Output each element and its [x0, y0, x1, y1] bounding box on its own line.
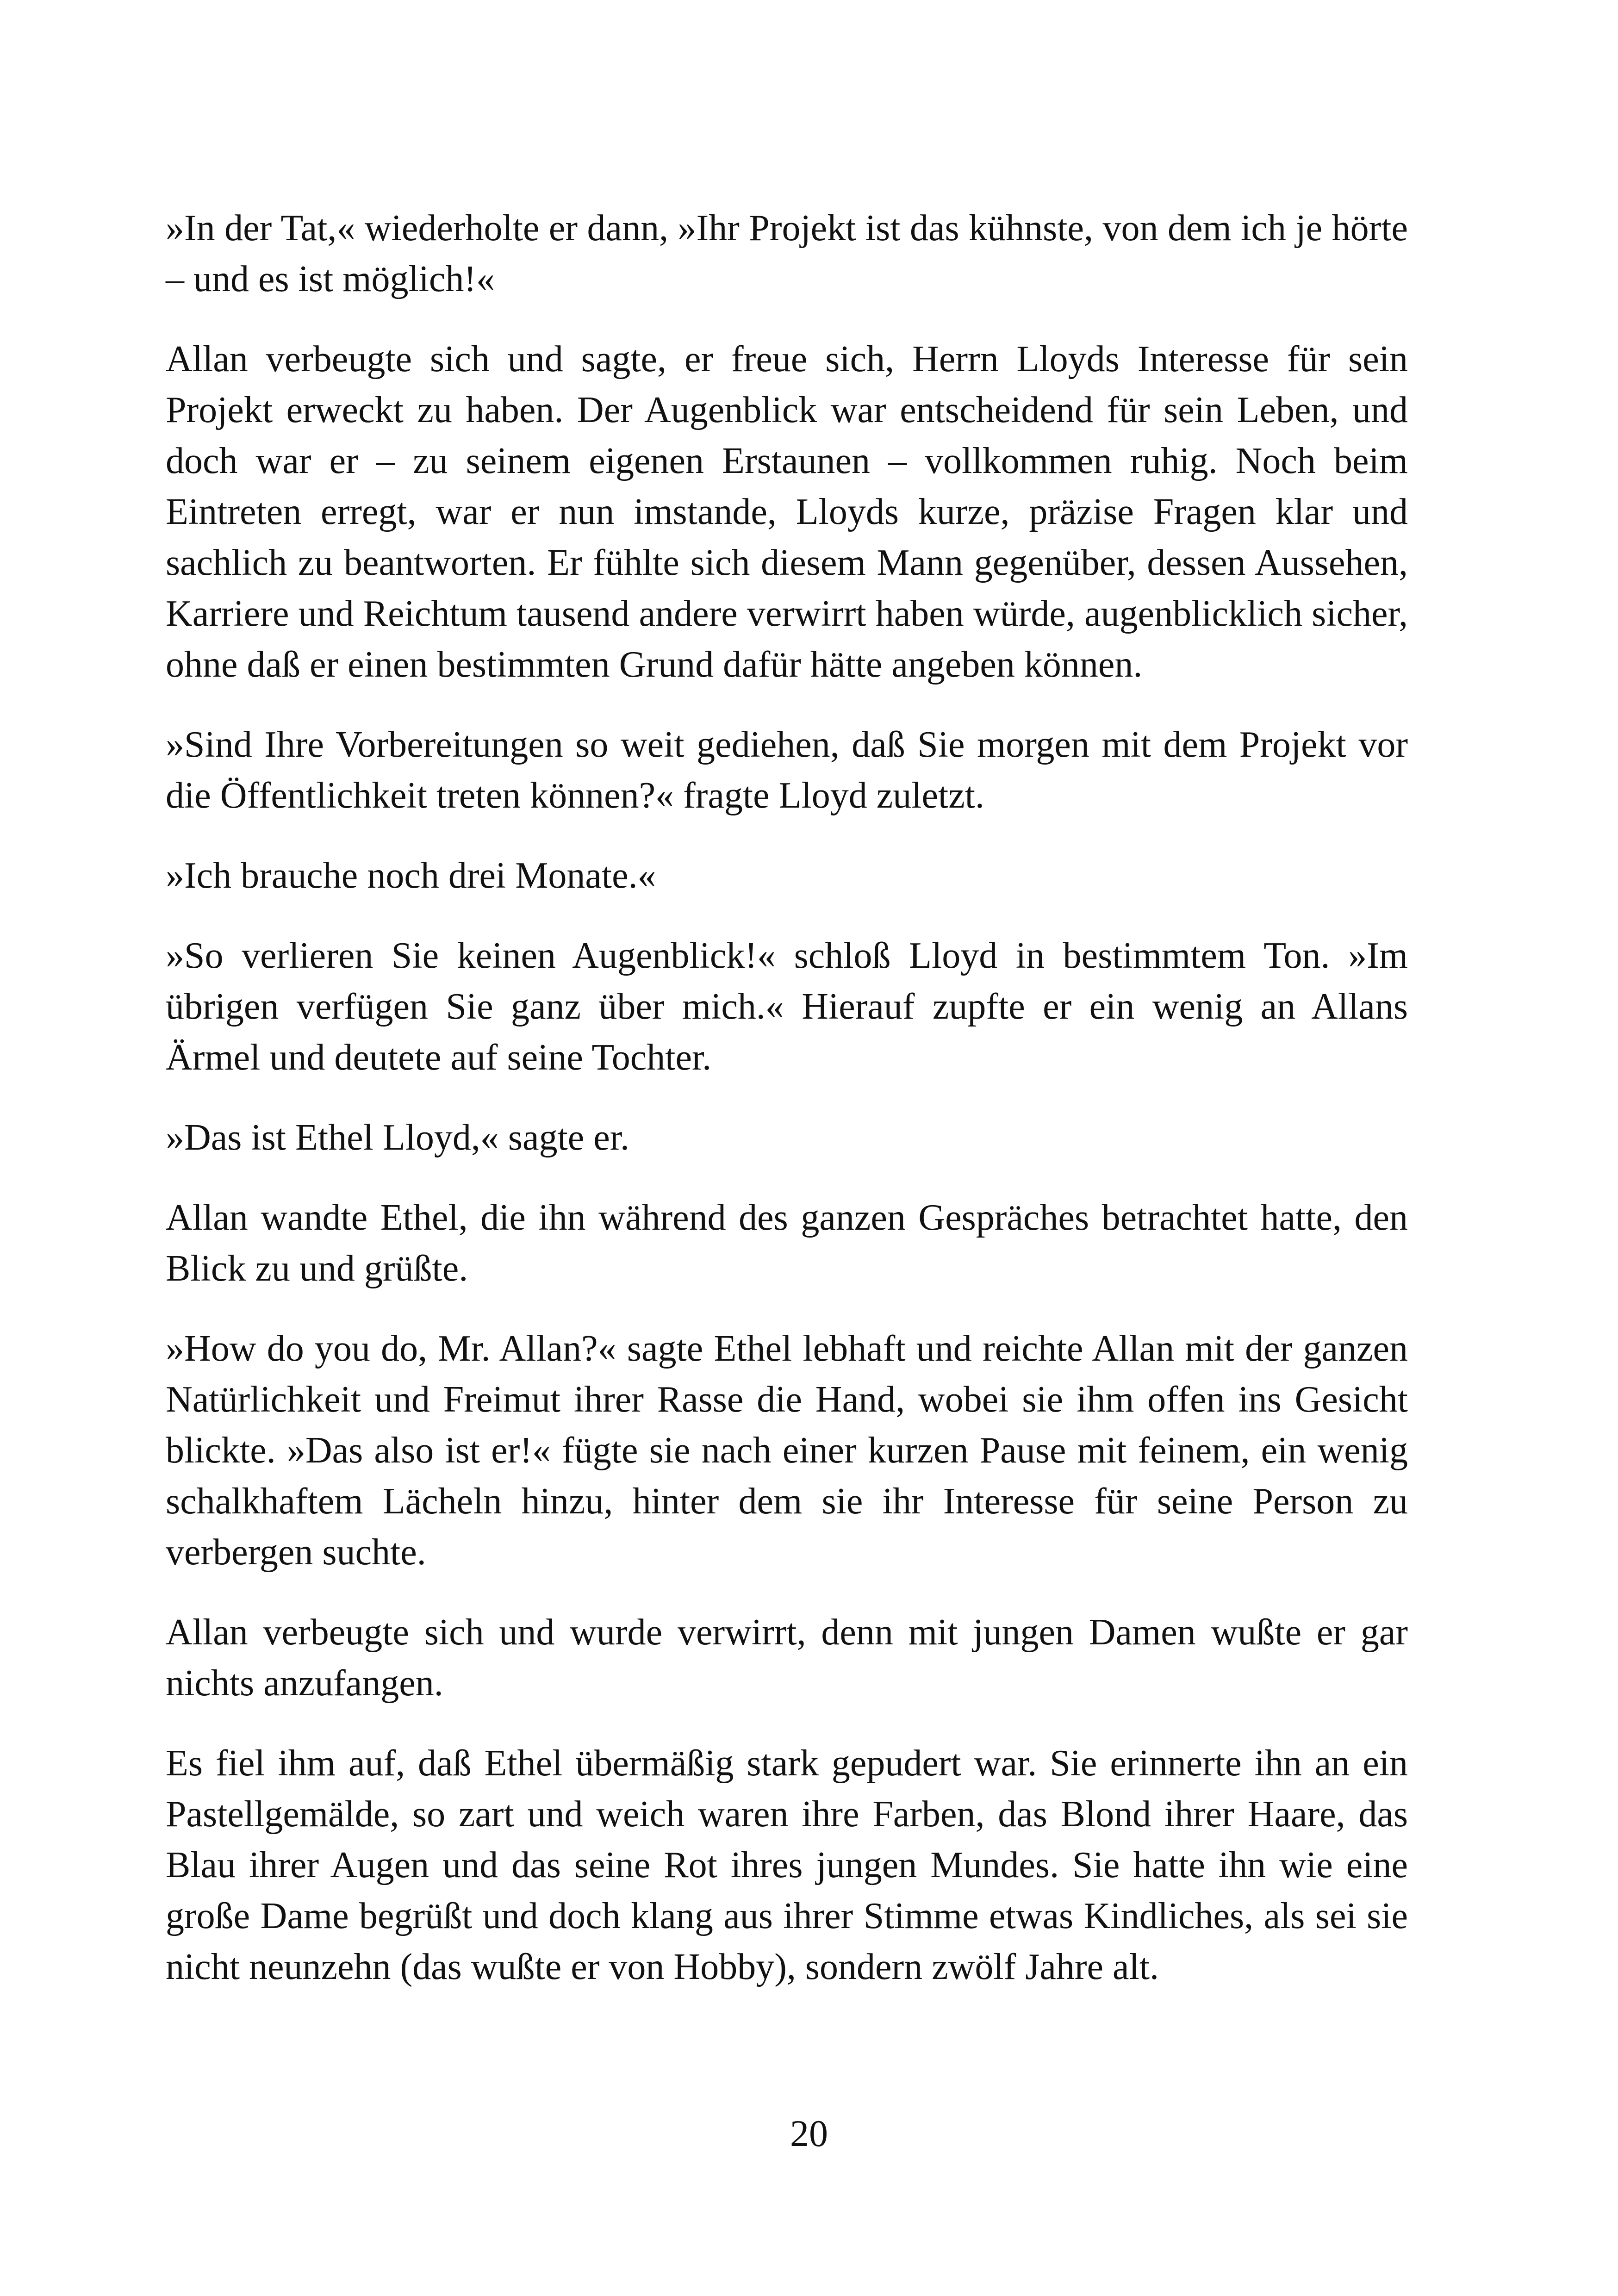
paragraph-2: Allan verbeugte sich und sagte, er freue sich, Herrn Lloyds Interesse für sein Projekt erweckt zu haben. Der Augenblick war entscheidend für sein Leben, und doch war er – zu seinem eigenen Erstaunen – vollkommen ruhig. Noch beim Eintreten erregt, war er nun imstande, Lloyds kurze, präzise Fragen klar und sachlich zu beantworten. Er fühlte sich diesem Mann gegenüber, dessen Aussehen, Karriere und Reichtum tausend andere verwirrt haben würde, augenblicklich sicher, ohne daß er einen bestimmten Grund dafür hätte angeben können. [166, 339, 1408, 685]
body-text [166, 203, 1408, 2022]
paragraph-9: Allan verbeugte sich und wurde verwirrt, denn mit jungen Damen wußte er gar nichts anzufangen. [166, 1612, 1408, 1704]
paragraph-3: »Sind Ihre Vorbereitungen so weit gediehen, daß Sie morgen mit dem Projekt vor die Öffentlichkeit treten können?« fragte Lloyd zuletzt. [166, 724, 1408, 816]
paragraph-4: »Ich brauche noch drei Monate.« [166, 855, 656, 896]
paragraph-5: »So verlieren Sie keinen Augenblick!« schloß Lloyd in bestimmtem Ton. »Im übrigen verfügen Sie ganz über mich.« Hierauf zupfte er ein wenig an Allans Ärmel und deutete auf seine Tochter. [166, 935, 1408, 1078]
paragraph-10: Es fiel ihm auf, daß Ethel übermäßig stark gepudert war. Sie erinnerte ihn an ein Pastellgemälde, so zart und weich waren ihre Farben, das Blond ihrer Haare, das Blau ihrer Augen und das seine Rot ihres jungen Mundes. Sie hatte ihn wie eine große Dame begrüßt und doch klang aus ihrer Stimme etwas Kindliches, als sei sie nicht neunzehn (das wußte er von Hobby), sondern zwölf Jahre alt. [166, 1743, 1408, 1987]
paragraph-8: »How do you do, Mr. Allan?« sagte Ethel lebhaft und reichte Allan mit der ganzen Natürlichkeit und Freimut ihrer Rasse die Hand, wobei sie ihm offen ins Gesicht blickte. »Das also ist er!« fügte sie nach einer kurzen Pause mit feinem, ein wenig schalkhaftem Lächeln hinzu, hinter dem sie ihr Interesse für seine Person zu verbergen suchte. [166, 1328, 1408, 1573]
paragraph-7: Allan wandte Ethel, die ihn während des ganzen Gespräches betrachtet hatte, den Blick zu und grüßte. [166, 1197, 1408, 1289]
page-number: 20 [790, 2112, 828, 2154]
paragraph-6: »Das ist Ethel Lloyd,« sagte er. [166, 1117, 630, 1158]
paragraph-1: »In der Tat,« wiederholte er dann, »Ihr Projekt ist das kühnste, von dem ich je hörte – und es ist möglich!« [166, 208, 1408, 299]
